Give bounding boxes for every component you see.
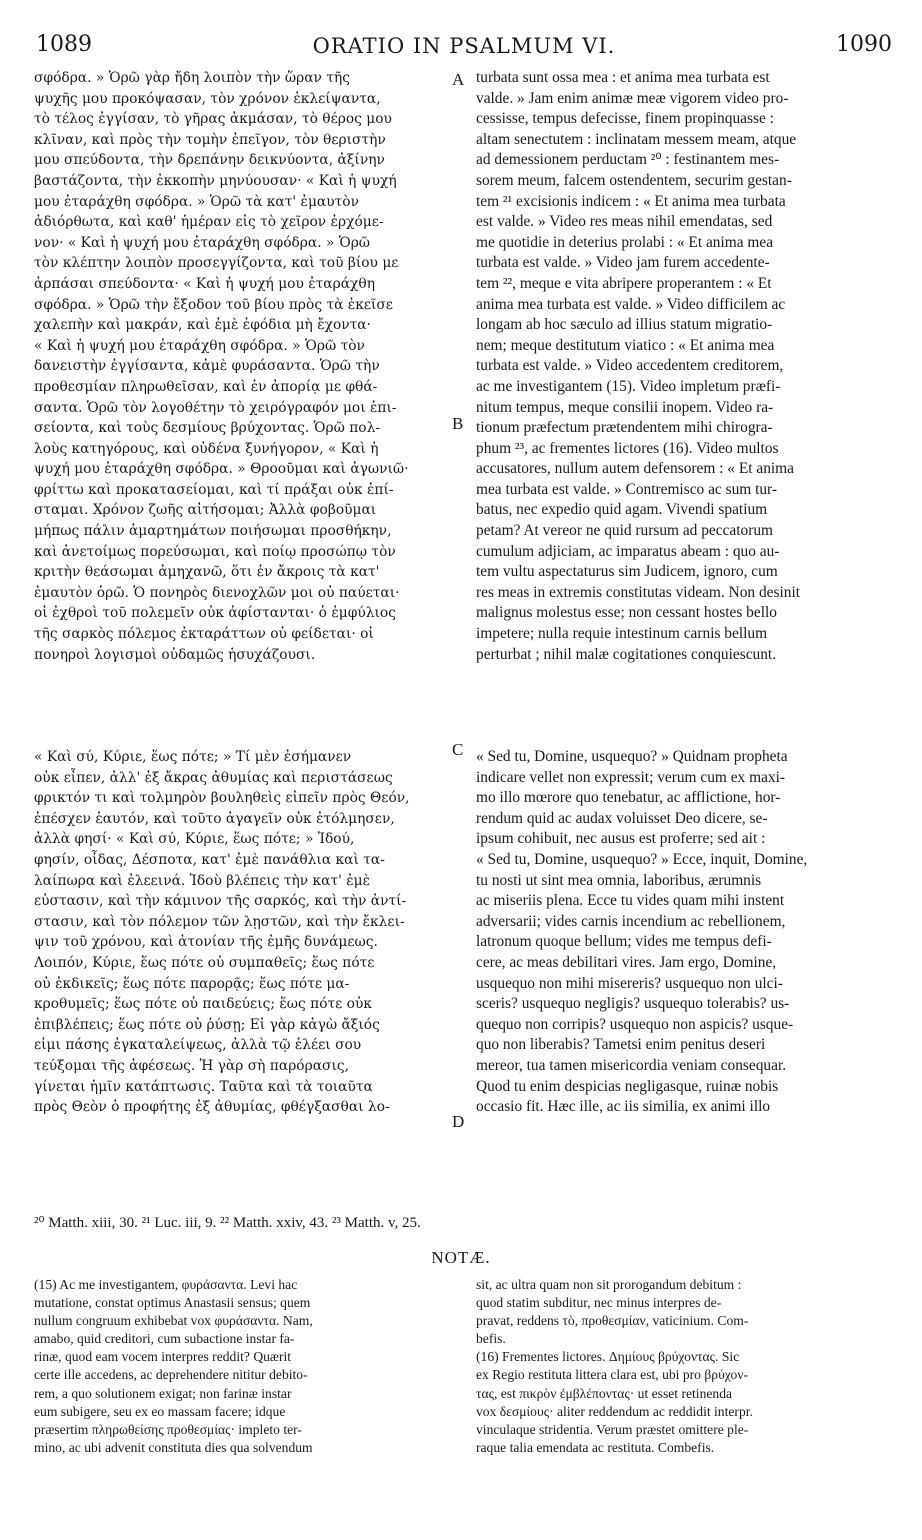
latin-text-line: turbata est valde. » Video jam furem accedente-: [476, 254, 770, 272]
latin-text-line: tem vultu aspectaturus sim Judicem, ignoro, cum: [476, 563, 778, 581]
note-line: (15) Ac me investigantem, φυράσαντα. Levi hac: [34, 1277, 298, 1292]
latin-text-line: Quod tu enim despicias negligasque, ruinæ nobis: [476, 1077, 779, 1095]
latin-text-line: batus, nec expedio quid agam. Vivendi spatium: [476, 501, 768, 519]
greek-text-line: τὸ τέλος ἐγγίσαν, τὸ γῆρας ἀκμάσαν, τὸ θέρος μου: [34, 111, 392, 128]
greek-text-line: νον· « Καὶ ἡ ψυχή μου ἐταράχθη σφόδρα. » Ὁρῶ: [34, 234, 371, 251]
latin-text-line: « Sed tu, Domine, usquequo? » Ecce, inquit, Domine,: [476, 850, 808, 868]
latin-text-line: turbata sunt ossa mea : et anima mea turbata est: [476, 69, 770, 86]
greek-text-line: προθεσμίαν πληρωθεῖσαν, καὶ ἐν ἀπορίᾳ με φθά-: [34, 378, 378, 395]
latin-text-column-upper: [476, 68, 886, 665]
latin-text-line: cessisse, tempus defecisse, finem propinquasse :: [476, 110, 774, 128]
greek-text-line: ψυχῆς μου προκόψασαν, τὸν χρόνον ἐκλείψαντα,: [34, 90, 381, 107]
greek-text-line: ἁρπάσαι σπεύδοντα· « Καὶ ἡ ψυχή μου ἐταράχθη: [34, 275, 375, 292]
greek-text-line: ἀδιόρθωτα, καὶ καθ' ἡμέραν εἰς τὸ χεῖρον ἐρχόμε-: [34, 214, 384, 231]
greek-text-line: σταμαι. Χρόνον ζωῆς αἰτήσομαι; Ἀλλὰ φοβοῦμαι: [34, 502, 377, 519]
latin-text-line: altam senectutem : inclinatam messem meam, atque: [476, 130, 797, 148]
greek-text-line: σαντα. Ὁρῶ τὸν λογοθέτην τὸ χειρόγραφόν μοι ἐπι-: [34, 399, 397, 416]
greek-text-line: κριτὴν θεάσωμαι ἀμηχανῶ, ὅτι ἐν ἄκροις τὰ κατ': [34, 564, 380, 581]
scripture-references: ²⁰ Matth. xiii, 30. ²¹ Luc. iii, 9. ²² Matth. xxiv, 43. ²³ Matth. v, 25.: [34, 1215, 421, 1231]
greek-text-line: σφόδρα. » Ὁρῶ γὰρ ἤδη λοιπὸν τὴν ὥραν τῆς: [34, 70, 350, 86]
greek-text-line: καὶ ἀνετοίμως πορεύσωμαι, καὶ ποίῳ προσώπῳ τὸν: [34, 543, 396, 560]
page-title: ORATIO IN PSALMUM VI.: [312, 34, 616, 58]
latin-text-line: adversarii; vides carnis incendium ac rebellionem,: [476, 912, 786, 930]
latin-text-line: cere, ac meas debilitari vires. Jam ergo, Domine,: [476, 953, 777, 971]
note-line: sit, ac ultra quam non sit prorogandum debitum :: [476, 1277, 742, 1292]
greek-text-line: τὸν κλέπτην λοιπὸν προσεγγίζοντα, καὶ τοῦ βίου με: [34, 255, 399, 272]
latin-text-line: ad demessionem perductam ²⁰ : festinantem mes-: [476, 151, 780, 169]
note-line: ex Regio restituta littera clara est, ubi pro βρύχον-: [476, 1367, 749, 1383]
greek-text-line: ἀλλὰ φησί· « Καὶ σύ, Κύριε, ἕως πότε; » Ἰδού,: [34, 831, 355, 848]
note-line: vinculaque stridentia. Verum præstet omittere ple-: [476, 1421, 749, 1437]
margin-marker-d: D: [452, 1112, 465, 1131]
greek-text-line: πονηροὶ λογισμοὶ οὐδαμῶς ἡσυχάζουσι.: [34, 646, 316, 663]
latin-text-line: mo illo mœrore quo tenebatur, ac afflictione, hor-: [476, 789, 781, 807]
greek-text-line: εἰμι πάσης ἐγκαταλείψεως, ἀλλὰ τῷ ἐλέει σου: [34, 1037, 362, 1054]
margin-marker-b: B: [452, 414, 464, 433]
note-line: certe ille accedens, ac deprehendere nititur debito-: [34, 1367, 308, 1383]
greek-text-line: « Καὶ ἡ ψυχή μου ἐταράχθη σφόδρα. » Ὁρῶ τὸν: [34, 337, 365, 354]
latin-text-line: res meas in extremis constitutas videam. Non desinit: [476, 583, 800, 601]
latin-text-line: accusatores, nullum autem defensorem : « Et anima: [476, 460, 794, 478]
greek-text-line: μου ἐταράχθη σφόδρα. » Ὁρῶ τὰ κατ' ἐμαυτὸν: [34, 193, 359, 210]
greek-text-line: βαστάζοντα, τὴν ἐκκοπὴν μηνύουσαν· « Καὶ ἡ ψυχή: [34, 172, 397, 189]
greek-text-line: δανειστὴν ἐγγίσαντα, κἀμὲ φυράσαντα. Ὁρῶ τὴν: [34, 358, 380, 375]
greek-text-line: ψιν τοῦ χρόνου, καὶ ἀτονίαν τῆς ἐμῆς δυνάμεως.: [34, 934, 378, 951]
notes-column-right: [476, 1276, 886, 1457]
latin-text-line: cumulum adjiciam, ac imparatus abeam : quo au-: [476, 542, 780, 560]
greek-text-line: μήπως πάλιν ἁμαρτημάτων ποιήσωμαι προσθήκην,: [34, 523, 392, 540]
latin-text-line: mereor, tua tamen misericordia veniam consequar.: [476, 1056, 787, 1074]
latin-text-line: ipsum cohibuit, nec ausus est proferre; sed ait :: [476, 830, 766, 848]
latin-text-line: longam ab hoc sæculo ad illius statum migratio-: [476, 316, 773, 334]
note-line: pravat, reddens τὸ, προθεσμίαν, vaticinium. Com-: [476, 1313, 749, 1329]
latin-text-line: indicare vellet non expressit; verum cum ex maxi-: [476, 768, 785, 786]
notes-column-left: [34, 1276, 454, 1457]
latin-text-line: mea turbata est valde. » Contremisco ac sum tur-: [476, 480, 777, 498]
margin-marker-a: A: [452, 70, 465, 89]
latin-text-line: turbata est valde. » Video accedentem creditorem,: [476, 357, 784, 375]
greek-text-line: ἐμαυτὸν ὁρῶ. Ὁ πονηρὸς διενοχλῶν μοι οὐ παύεται·: [34, 584, 400, 601]
greek-text-line: εὐστασιν, καὶ τὴν κάμινον τῆς σαρκός, καὶ τὴν ἀντί-: [34, 893, 407, 910]
note-line: amabo, quid creditori, cum subactione instar fa-: [34, 1331, 295, 1347]
greek-text-line: μου σπεύδοντα, τὴν δρεπάνην δεικνύοντα, ἀξίνην: [34, 152, 385, 169]
latin-text-line: quo non liberabis? Tametsi enim penitus deseri: [476, 1036, 766, 1054]
greek-text-line: οὐκ εἶπεν, ἀλλ' ἐξ ἄκρας ἀθυμίας καὶ περιστάσεως: [34, 769, 393, 786]
latin-text-line: quequo non corripis? usquequo non aspicis? usque-: [476, 1015, 794, 1033]
greek-text-line: οἱ ἐχθροὶ τοῦ πολεμεῖν οὐκ ἀφίστανται· ὁ ἐμφύλιος: [34, 605, 396, 622]
note-line: mino, ac ubi advenit constituta dies qua solvendum: [34, 1439, 313, 1455]
greek-text-line: ψυχή μου ἐταράχθη σφόδρα. » Θροοῦμαι καὶ ἀγωνιῶ·: [34, 461, 409, 478]
latin-text-line: tu nosti ut sint mea omnia, laboribus, ærumnis: [476, 871, 762, 889]
latin-text-line: tionum præfectum prætendentem mihi chirogra-: [476, 419, 773, 437]
latin-text-line: tem ²², meque e vita abripere properantem : « Et: [476, 274, 772, 292]
note-line: (16) Frementes lictores. Δημίους βρύχοντας. Sic: [476, 1349, 740, 1365]
greek-text-line: ἐπιβλέπεις; ἕως πότε οὐ ῥύσῃ; Εἰ γὰρ κἀγὼ ἄξιός: [34, 1016, 380, 1033]
latin-text-line: usquequo non mihi misereris? usquequo non ulci-: [476, 974, 783, 992]
running-header: [36, 32, 892, 58]
greek-text-line: τεύξομαι τῆς ἀφέσεως. Ἡ γὰρ σὴ παρόρασις,: [34, 1057, 349, 1074]
greek-text-line: λοὺς κατηγόρους, καὶ οὐδένα ξυνήγορον, « Καὶ ἡ: [34, 440, 379, 457]
latin-text-line: tem ²¹ excisionis indicem : « Et anima mea turbata: [476, 192, 786, 210]
latin-text-line: anima mea turbata est valde. » Video difficilem ac: [476, 295, 786, 313]
note-line: rinæ, quod eam vocem interpres reddit? Quærit: [34, 1349, 292, 1365]
note-line: τας, est πικρὸν ἐμβλέποντας· ut esset retinenda: [476, 1385, 733, 1401]
note-line: nullum congruum exhibebat vox φυράσαντα. Nam,: [34, 1313, 313, 1329]
greek-text-line: κλῖναν, καὶ πρὸς τὴν τομὴν ἐπεῖγον, τὸν θεριστὴν: [34, 131, 386, 148]
greek-text-line: πρὸς Θεὸν ὁ προφήτης ἐξ ἀθυμίας, φθέγξασθαι λο-: [34, 1099, 390, 1116]
greek-text-line: φρικτόν τι καὶ τολμηρὸν βουληθεὶς εἰπεῖν πρὸς Θεόν,: [34, 790, 410, 807]
latin-text-line: latronum quoque bellum; vides me tempus defi-: [476, 933, 772, 951]
greek-text-line: τῆς σαρκὸς πόλεμος ἐκταράττων οὐ φείδεται· οἱ: [34, 626, 374, 643]
note-line: eum subigere, seu ex eo massam facere; idque: [34, 1403, 286, 1419]
latin-text-line: ac me investigantem (15). Video impletum præfi-: [476, 377, 781, 395]
greek-text-line: γίνεται ἡμῖν κατάπτωσις. Ταῦτα καὶ τὰ τοιαῦτα: [34, 1078, 373, 1095]
latin-text-line: est valde. » Video res meas nihil emendatas, sed: [476, 213, 773, 231]
greek-text-line: κροθυμεῖς; ἕως πότε οὐ παιδεύεις; ἕως πότε οὐκ: [34, 996, 372, 1013]
latin-text-line: occasio fit. Hæc ille, ac iis similia, ex animi illo: [476, 1098, 771, 1116]
greek-text-line: Λοιπόν, Κύριε, ἕως πότε οὐ συμπαθεῖς; ἕως πότε: [34, 954, 375, 971]
note-line: vox δεσμίους· aliter reddendum ac reddidit interpr.: [476, 1403, 753, 1419]
latin-text-line: ac miseriis plena. Ecce tu vides quam mihi instent: [476, 892, 785, 910]
latin-text-line: perturbat ; nihil malæ cogitationes conquiescunt.: [476, 645, 777, 663]
latin-text-line: me quotidie in deterius prolabi : « Et anima mea: [476, 233, 774, 251]
note-line: quod statim subditur, nec minus interpres de-: [476, 1295, 722, 1311]
note-line: præsertim πληρωθείσης προθεσμίας· impleto ter-: [34, 1421, 302, 1437]
greek-text-line: φρίττω καὶ προκατασείομαι, καὶ τί πράξαι οὐκ ἐπί-: [34, 481, 394, 498]
greek-text-line: σφόδρα. » Ὁρῶ τὴν ἔξοδον τοῦ βίου πρὸς τὰ ἐκεῖσε: [34, 296, 393, 313]
latin-text-column-lower: [476, 747, 886, 1118]
page-number-right: 1090: [836, 32, 892, 57]
greek-text-line: φησίν, οἶδας, Δέσποτα, κατ' ἐμὲ πανάθλια καὶ τα-: [34, 851, 385, 868]
greek-text-line: « Καὶ σύ, Κύριε, ἕως πότε; » Τί μὲν ἐσήμανεν: [34, 749, 352, 765]
page-number-left: 1089: [36, 32, 92, 57]
greek-text-line: χαλεπὴν καὶ μακράν, καὶ ἐμὲ ἐφόδια μὴ ἔχοντα·: [34, 317, 371, 334]
greek-text-line: λαίπωρα καὶ ἐλεεινά. Ἰδοὺ βλέπεις τὴν κατ' ἐμὲ: [34, 872, 371, 889]
latin-text-line: « Sed tu, Domine, usquequo? » Quidnam propheta: [476, 748, 788, 765]
latin-text-line: petam? At vereor ne quid rursum ad peccatorum: [476, 522, 774, 540]
note-line: befis.: [476, 1331, 506, 1347]
note-line: mutatione, constat optimus Anastasii sensus; quem: [34, 1295, 311, 1311]
latin-text-line: rendum quid ac audax voluisset Deo dicere, se-: [476, 809, 768, 827]
greek-text-column-upper: [34, 68, 454, 665]
greek-text-column-lower: [34, 747, 454, 1118]
notes-heading: NOTÆ.: [431, 1248, 491, 1267]
latin-text-line: phum ²³, ac frementes lictores (16). Video multos: [476, 439, 779, 457]
note-line: rem, a quo solutionem exigat; non farinæ instar: [34, 1385, 292, 1401]
greek-text-line: οὐ ἐκδικεῖς; ἕως πότε παρορᾷς; ἕως πότε μα-: [34, 975, 350, 992]
latin-text-line: valde. » Jam enim animæ meæ vigorem video pro-: [476, 89, 789, 107]
latin-text-line: sceris? usquequo negligis? usquequo tolerabis? us-: [476, 995, 790, 1013]
latin-text-line: sorem meum, falcem ostendentem, securim gestan-: [476, 171, 792, 189]
latin-text-line: nitum tempus, meque consilii inopem. Video ra-: [476, 398, 774, 416]
greek-text-line: σείοντα, καὶ τοὺς δεσμίους βρύχοντας. Ὁρῶ πολ-: [34, 420, 380, 437]
margin-marker-c: C: [452, 740, 464, 759]
latin-text-line: nem; meque destitutum viatico : « Et anima mea: [476, 336, 775, 354]
greek-text-line: ἐπέσχεν ἑαυτόν, καὶ τοῦτο ἀγαγεῖν οὐκ ἐτόλμησεν,: [34, 810, 395, 827]
latin-text-line: impetere; nulla requie intestinum carnis bellum: [476, 625, 768, 643]
latin-text-line: malignus molestus esse; non cessant hostes bello: [476, 604, 777, 622]
greek-text-line: στασιν, καὶ τὸν πόλεμον τῶν λῃστῶν, καὶ τὴν ἔκλει-: [34, 913, 405, 930]
note-line: raque talia emendata ac restituta. Combefis.: [476, 1439, 715, 1455]
